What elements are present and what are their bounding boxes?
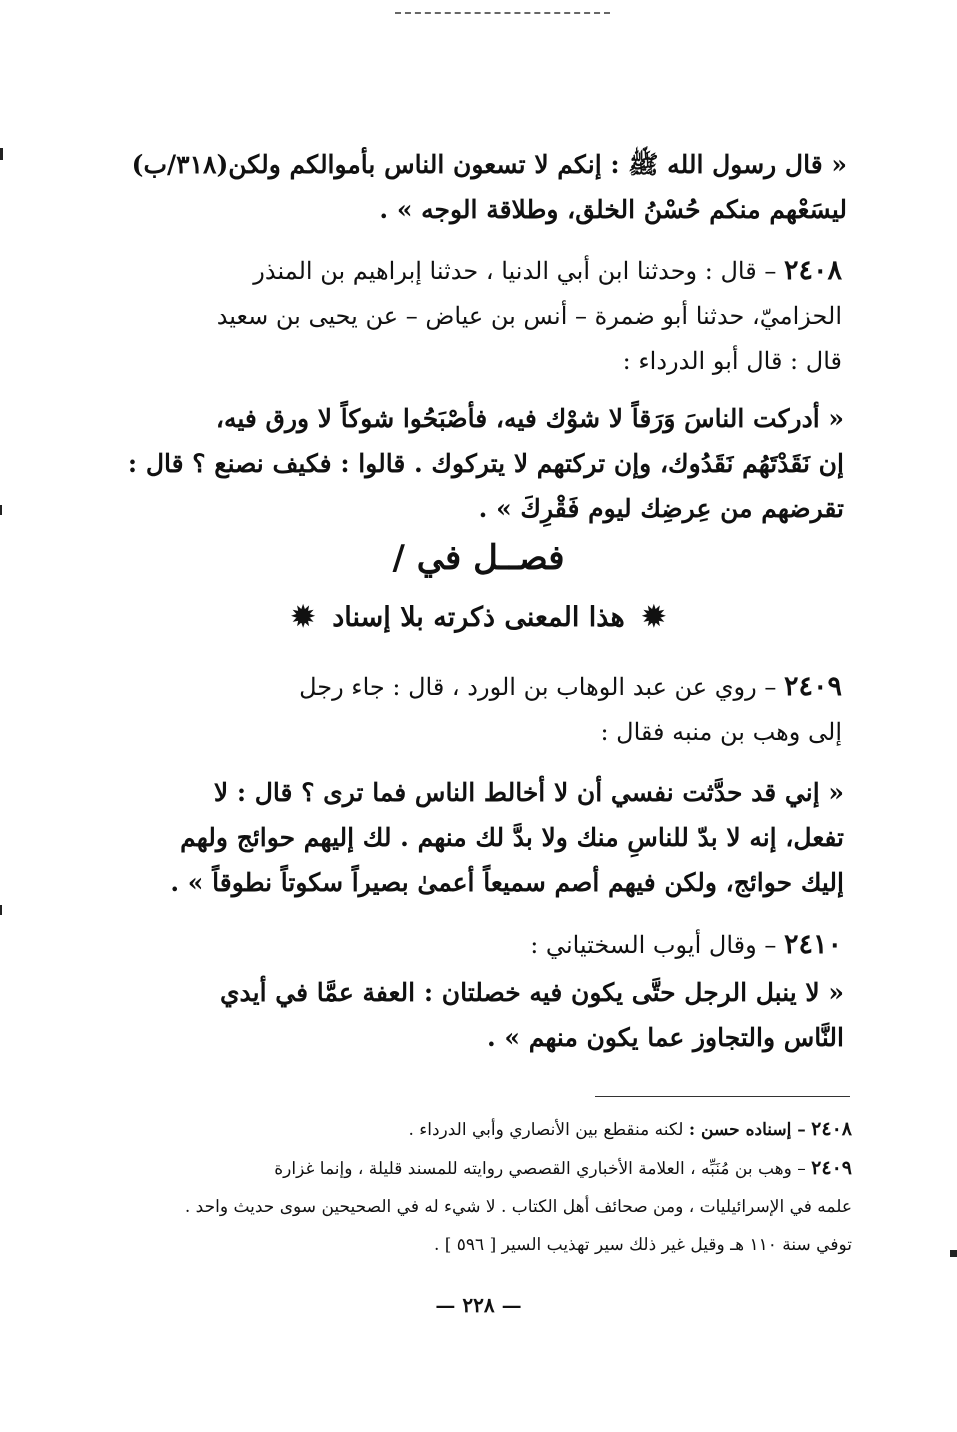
footnote-text: – وهب بن مُنَبِّه ، العلامة الأخباري القصصي روايته للمسند قليلة ، وإنما غزارة [274, 1159, 806, 1179]
text-line: تقرضهم من عِرضِك ليوم فَقْرِكَ » . [478, 494, 844, 523]
section-subtitle: هذا المعنى ذكرته بلا إسناد [332, 602, 625, 633]
hadith-text: – وقال أيوب السختياني : [530, 931, 777, 959]
text-line [142, 248, 842, 294]
scan-mark-left-mid [0, 505, 2, 515]
hadith-text: – روي عن عبد الوهاب بن الورد ، قال : جاء رجل [299, 673, 777, 701]
scan-mark-right [950, 1250, 957, 1257]
quote-wahb [124, 770, 844, 905]
text-line: « لا ينبل الرجل حتَّى يكون فيه خصلتان : العفة عمَّا في أيدي [219, 978, 844, 1007]
text-line: « أدركت الناسَ وَرَقاً لا شوْك فيه، فأصْبَحُوا شوكاً لا ورق فيه، [215, 404, 844, 433]
text-line: النَّاس والتجاوز عما يكون منهم » . [487, 1023, 844, 1052]
text-line [142, 922, 842, 968]
hadith-number: ٢٤٠٩ [783, 671, 842, 702]
page-number: — ٢٢٨ — [435, 1293, 522, 1317]
footnote-line [102, 1110, 852, 1149]
section-subtitle-row [0, 600, 957, 633]
footnote-line [102, 1149, 852, 1188]
text-line: الحزاميّ، حدثنا أبو ضمرة – أنس بن عياض – عن يحيى بن سعيد [216, 302, 842, 330]
hadith-2410 [142, 922, 842, 968]
hadith-number: ٢٤٠٨ [783, 255, 842, 286]
hadith-text: – قال : وحدثنا ابن أبي الدنيا ، حدثنا إبراهيم بن المنذر [253, 257, 777, 285]
text-line: إلى وهب بن منبه فقال : [600, 718, 842, 746]
footnote-text: لكنه منقطع بين الأنصاري وأبي الدرداء . [408, 1120, 684, 1140]
scan-mark-left-low [0, 905, 2, 915]
footnote-line: علمه في الإسرائيليات ، ومن صحائف أهل الكتاب . لا شيء له في الصحيحين سوى حديث واحد . [184, 1197, 852, 1217]
star-ornament-icon: ✹ [291, 600, 315, 633]
scan-mark-left [0, 148, 3, 160]
text-line: « إني قد حدَّثت نفسي أن لا أخالط الناس فما ترى ؟ قال : لا [213, 778, 844, 807]
text-line [142, 664, 842, 710]
hadith-2408 [142, 248, 842, 384]
star-ornament-icon: ✹ [642, 600, 666, 633]
text-line: « قال رسول الله ﷺ : إنكم لا تسعون الناس بأموالكم ولكن(٣١٨/ب) [131, 150, 847, 179]
section-title: فصــل في / [392, 538, 565, 578]
footnote-number: ٢٤٠٩ [811, 1157, 852, 1179]
quote-ayyub [124, 970, 844, 1060]
footnote-number: ٢٤٠٨ [811, 1118, 852, 1140]
text-line: تفعل، إنه لا بدّ للناسِ منك ولا بدَّ لك منهم . لك إليهم حوائج ولهم [180, 823, 844, 852]
footnotes [102, 1110, 852, 1264]
text-line: إن نَقَدْتَهُم نَقَدُوك، وإن تركتهم لا يتركوك . قالوا : فكيف نصنع ؟ قال : [127, 449, 844, 478]
text-line: قال : قال أبو الدرداء : [622, 347, 842, 375]
quote-abu-darda [124, 396, 844, 531]
footnote-label: – إسناده حسن : [688, 1120, 806, 1140]
footnote-rule [595, 1096, 850, 1097]
hadith-2409 [142, 664, 842, 755]
text-line: إليك حوائج، ولكن فيهم أصم سميعاً أعمىٰ بصيراً سكوتاً نطوقاً » . [170, 868, 844, 897]
quote-prophet [102, 142, 847, 232]
text-line: ليسَعْهم منكم حُسْنُ الخلق، وطلاقة الوجه » . [379, 195, 847, 224]
footnote-line: توفي سنة ١١٠ هـ وقيل غير ذلك سير تهذيب السير [ ٥٩٦ ] . [433, 1235, 852, 1255]
top-dashed-rule [395, 12, 610, 14]
hadith-number: ٢٤١٠ [783, 929, 842, 960]
